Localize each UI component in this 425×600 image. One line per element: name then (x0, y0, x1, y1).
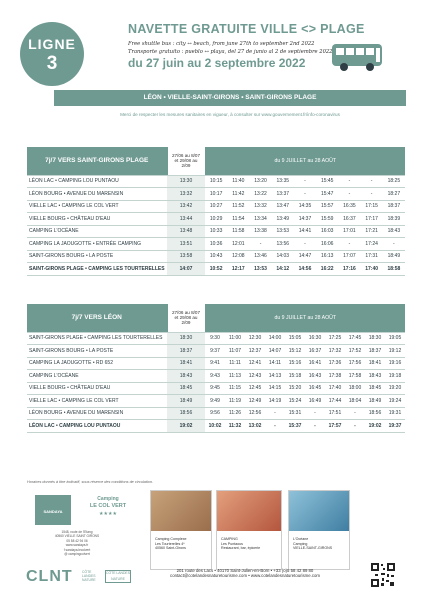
period-1-time: 13:30 (167, 175, 205, 188)
departure-time: 16:43 (305, 370, 325, 383)
departure-time: 18:27 (383, 188, 405, 201)
departure-time: 18:58 (383, 263, 405, 276)
departure-time: 12:01 (227, 238, 249, 251)
period-1-time: 18:30 (167, 332, 205, 345)
departure-time: 17:25 (325, 332, 345, 345)
table-row (27, 188, 405, 201)
table-row (27, 420, 405, 433)
departure-time: 17:40 (361, 263, 383, 276)
sanitary-notice: Merci de respecter les mesures sanitaires en vigueur, à consulter sur www.gouvernement.fr/info-coronavirus (120, 112, 340, 117)
departure-time: 12:37 (245, 345, 265, 358)
subtitle-english: Free shuttle bus : city ↔ beach, from june 27th to september 2nd 2022 (128, 41, 315, 47)
departure-time: - (265, 407, 285, 420)
departure-time: 12:49 (245, 395, 265, 408)
departure-time: 17:16 (338, 263, 360, 276)
departure-time: 13:02 (245, 420, 265, 433)
table-row (27, 250, 405, 263)
departure-time: 12:17 (227, 263, 249, 276)
departure-time: 17:07 (338, 250, 360, 263)
period-1-time: 19:02 (167, 420, 205, 433)
departure-time: - (249, 238, 271, 251)
period-2-header: du 9 JUILLET au 28 AOÛT (205, 304, 405, 332)
departure-time: 14:35 (294, 200, 316, 213)
departure-time: - (305, 407, 325, 420)
departure-time: 11:15 (225, 382, 245, 395)
departure-time: 16:45 (305, 382, 325, 395)
departure-time: 15:05 (285, 332, 305, 345)
departure-time: 12:56 (245, 407, 265, 420)
departure-time: - (338, 238, 360, 251)
period-1-time: 13:48 (167, 225, 205, 238)
partner-photo (151, 491, 211, 531)
cote-landes-nature-logo: CÔTE LANDES NATURE (105, 570, 131, 583)
period-1-time: 18:45 (167, 382, 205, 395)
period-1-header: 27/06 au 8/07 et 29/08 au 2/09 (167, 147, 205, 175)
departure-time: 9:45 (205, 382, 225, 395)
departure-time: 19:16 (385, 357, 405, 370)
departure-time: 13:32 (249, 200, 271, 213)
departure-time: 17:31 (361, 250, 383, 263)
stop-name: LÉON BOURG • AVENUE DU MARENSIN (27, 188, 167, 201)
departure-time: 11:32 (225, 420, 245, 433)
departure-time: 18:41 (365, 357, 385, 370)
departure-time: 14:47 (294, 250, 316, 263)
departure-time: 16:49 (305, 395, 325, 408)
departure-time: 11:40 (227, 175, 249, 188)
departure-time: 15:47 (316, 188, 338, 201)
departure-time: 13:53 (272, 225, 294, 238)
stop-name: VIELLE LAC • CAMPING LE COL VERT (27, 200, 167, 213)
period-1-time: 18:41 (167, 357, 205, 370)
footer-contact-line[interactable]: contact@cotelandesnaturetourisme.com • www.cotelandesnaturetourisme.com (170, 573, 320, 579)
departure-time: 15:31 (285, 407, 305, 420)
departure-time: 11:42 (227, 188, 249, 201)
departure-time: 11:58 (227, 225, 249, 238)
stop-name: CAMPING LA JAOUGOTTE • RD 652 (27, 357, 167, 370)
departure-time: 17:57 (325, 420, 345, 433)
departure-time: 13:34 (249, 213, 271, 226)
stop-name: SAINT-GIRONS BOURG • LA POSTE (27, 250, 167, 263)
departure-time: 11:52 (227, 200, 249, 213)
table-row (27, 175, 405, 188)
line-badge-word: LIGNE (28, 36, 76, 52)
departure-time: - (305, 420, 325, 433)
departure-time: 18:49 (365, 395, 385, 408)
departure-time: 10:33 (205, 225, 227, 238)
departure-time: 9:41 (205, 357, 225, 370)
footer-address (150, 568, 340, 579)
departure-time: 17:45 (345, 332, 365, 345)
departure-time: 14:00 (265, 332, 285, 345)
departure-time: 14:11 (265, 357, 285, 370)
table-row (27, 213, 405, 226)
stop-name: LÉON BOURG • AVENUE DU MARENSIN (27, 407, 167, 420)
timetable-direction: 7j/7 VERS LÉON (27, 304, 167, 332)
departure-time: 16:37 (338, 213, 360, 226)
departure-time: 15:18 (285, 370, 305, 383)
departure-time: 14:41 (294, 225, 316, 238)
clnt-logo: CLNT (26, 568, 73, 585)
stop-name: VIELLE BOURG • CHÂTEAU D'EAU (27, 382, 167, 395)
table-row (27, 238, 405, 251)
sandaya-logo: SANDAYA (35, 495, 71, 525)
stop-name: VIELLE BOURG • CHÂTEAU D'EAU (27, 213, 167, 226)
departure-time: 9:49 (205, 395, 225, 408)
departure-time: 13:53 (249, 263, 271, 276)
departure-time: 18:00 (345, 382, 365, 395)
departure-time: 16:13 (316, 250, 338, 263)
departure-time: 13:22 (249, 188, 271, 201)
departure-time: 18:45 (365, 382, 385, 395)
period-1-time: 18:37 (167, 345, 205, 358)
departure-time: 18:04 (345, 395, 365, 408)
table-row (27, 345, 405, 358)
departure-time: - (294, 238, 316, 251)
stop-name: SAINT-GIRONS PLAGE • CAMPING LES TOURTERELLES (27, 263, 167, 276)
departure-time: 12:08 (227, 250, 249, 263)
departure-time: 18:43 (365, 370, 385, 383)
period-1-time: 18:49 (167, 395, 205, 408)
departure-time: 19:05 (385, 332, 405, 345)
partner-photo (217, 491, 281, 531)
departure-time: 14:19 (265, 395, 285, 408)
departure-time: 18:43 (383, 225, 405, 238)
departure-time: 18:39 (383, 213, 405, 226)
departure-time: 13:20 (249, 175, 271, 188)
departure-time: 19:24 (385, 395, 405, 408)
sandaya-camping-label: Camping (97, 496, 119, 502)
line-badge (20, 22, 84, 86)
departure-time: - (361, 175, 383, 188)
departure-time: 10:27 (205, 200, 227, 213)
stop-name: CAMPING L'OCÉANE (27, 225, 167, 238)
departure-time: 15:57 (316, 200, 338, 213)
departure-time: 12:43 (245, 370, 265, 383)
departure-time: - (338, 188, 360, 201)
departure-time: 11:19 (225, 395, 245, 408)
stop-name: CAMPING LA JAOUGOTTE • ENTRÉE CAMPING (27, 238, 167, 251)
departure-time: - (294, 175, 316, 188)
period-1-time: 13:58 (167, 250, 205, 263)
departure-time: 19:02 (365, 420, 385, 433)
departure-time: - (294, 188, 316, 201)
departure-time: 15:12 (285, 345, 305, 358)
partner-card-puntaous[interactable] (216, 490, 282, 570)
departure-time: 13:46 (249, 250, 271, 263)
departure-time: - (265, 420, 285, 433)
departure-time: 17:01 (338, 225, 360, 238)
qr-code-icon[interactable] (370, 562, 396, 588)
departure-time: 9:37 (205, 345, 225, 358)
timetable-to-leon (27, 304, 405, 433)
stop-name: LÉON LAC • CAMPING LOU PUNTAOU (27, 420, 167, 433)
departure-time: 13:37 (272, 188, 294, 201)
departure-time: - (338, 175, 360, 188)
departure-time: 9:30 (205, 332, 225, 345)
departure-time: 15:24 (285, 395, 305, 408)
departure-time: 17:52 (345, 345, 365, 358)
departure-time: 14:03 (272, 250, 294, 263)
departure-time: 10:29 (205, 213, 227, 226)
departure-time: 10:02 (205, 420, 225, 433)
departure-time: - (383, 238, 405, 251)
departure-time: 11:00 (225, 332, 245, 345)
departure-time: 11:13 (225, 370, 245, 383)
departure-time: 10:52 (205, 263, 227, 276)
bus-icon (330, 40, 386, 74)
departure-time: 13:56 (272, 238, 294, 251)
departure-time: 18:56 (365, 407, 385, 420)
period-1-time: 18:56 (167, 407, 205, 420)
period-1-header: 27/06 au 8/07 et 29/08 au 2/09 (167, 304, 205, 332)
timetable-to-saint-girons (27, 147, 405, 276)
departure-time: 17:32 (325, 345, 345, 358)
footer-address-line: 201 route des Lacs • 40170 Saint-Julien-en-Born • +33 (0)5 58 42 89 80 (176, 568, 314, 573)
departure-time: 18:37 (383, 200, 405, 213)
departure-time: 17:40 (325, 382, 345, 395)
timetable-direction: 7j/7 VERS SAINT-GIRONS PLAGE (27, 147, 167, 175)
departure-time: 17:51 (325, 407, 345, 420)
departure-time: 9:56 (205, 407, 225, 420)
departure-time: 11:07 (225, 345, 245, 358)
departure-time: 14:56 (294, 263, 316, 276)
stop-name: SAINT-GIRONS PLAGE • CAMPING LES TOURTERELLES (27, 332, 167, 345)
departure-time: 13:38 (249, 225, 271, 238)
subtitle-spanish: Transporte gratuito : pueblo ↔ playa, del 27 de junio al 2 de septiembre 2022 (128, 49, 333, 55)
departure-time: 14:13 (265, 370, 285, 383)
departure-time: 16:41 (305, 357, 325, 370)
service-dates: du 27 juin au 2 septembre 2022 (128, 56, 306, 70)
departure-time: 10:36 (205, 238, 227, 251)
departure-time: 14:15 (265, 382, 285, 395)
table-row (27, 407, 405, 420)
sandaya-partner-block (25, 490, 145, 570)
page-title: NAVETTE GRATUITE VILLE <> PLAGE (128, 22, 365, 36)
period-1-time: 13:32 (167, 188, 205, 201)
timetable-note: Horaires donnés à titre indicatif, sous réserve des conditions de circulation. (27, 480, 153, 484)
table-row (27, 370, 405, 383)
departure-time: 16:03 (316, 225, 338, 238)
departure-time: 17:44 (325, 395, 345, 408)
departure-time: 19:12 (385, 345, 405, 358)
period-1-time: 14:07 (167, 263, 205, 276)
departure-time: 11:26 (225, 407, 245, 420)
departure-time: 12:45 (245, 382, 265, 395)
departure-time: 18:30 (365, 332, 385, 345)
departure-time: 16:30 (305, 332, 325, 345)
stop-name: LÉON LAC • CAMPING LOU PUNTAOU (27, 175, 167, 188)
route-banner: LÉON • VIELLE-SAINT-GIRONS • SAINT-GIRONS PLAGE (54, 90, 406, 106)
departure-time: 13:47 (272, 200, 294, 213)
departure-time: 16:22 (316, 263, 338, 276)
stop-name: VIELLE LAC • CAMPING LE COL VERT (27, 395, 167, 408)
table-row (27, 357, 405, 370)
departure-time: 17:24 (361, 238, 383, 251)
departure-time: 18:25 (383, 175, 405, 188)
table-row (27, 263, 405, 276)
departure-time: 17:58 (345, 370, 365, 383)
table-row (27, 382, 405, 395)
sandaya-stars: ★★★★ (99, 511, 117, 517)
sandaya-camping-name: LE COL VERT (89, 503, 127, 509)
departure-time: 19:20 (385, 382, 405, 395)
departure-time: 19:31 (385, 407, 405, 420)
departure-time: 10:15 (205, 175, 227, 188)
partner-card-text: L'Océane Camping VIELLE-SAINT-GIRONS (293, 537, 333, 551)
departure-time: 11:11 (225, 357, 245, 370)
table-row (27, 225, 405, 238)
departure-time: 12:41 (245, 357, 265, 370)
departure-time: 17:15 (361, 200, 383, 213)
departure-time: 14:07 (265, 345, 285, 358)
departure-time: 18:49 (383, 250, 405, 263)
departure-time: 15:37 (285, 420, 305, 433)
departure-time: 15:20 (285, 382, 305, 395)
departure-time: 9:43 (205, 370, 225, 383)
partner-card-text: Camping Complexe Les Tourterelles 4* 40560 Saint-Girons (155, 537, 187, 551)
partner-card-tourterelles[interactable] (150, 490, 212, 570)
period-1-time: 13:42 (167, 200, 205, 213)
stop-name: CAMPING L'OCÉANE (27, 370, 167, 383)
partner-card-text: CAMPING Les Puntaous Restaurant, bar, épicerie (221, 537, 261, 551)
departure-time: 16:35 (338, 200, 360, 213)
departure-time: 19:37 (385, 420, 405, 433)
clnt-logo-subtitle: CÔTE LANDES NATURE (82, 570, 96, 582)
departure-time: 10:43 (205, 250, 227, 263)
departure-time: 12:30 (245, 332, 265, 345)
sandaya-address: 1548, route de l'Etang 40560 VIELLE SAINT GIRONS 05 58 42 94 06 www.sandaya.fr f sandaya.lecolvert @ campingcolvert (54, 530, 100, 557)
departure-time: - (345, 420, 365, 433)
departure-time: 17:21 (361, 225, 383, 238)
period-1-time: 18:43 (167, 370, 205, 383)
departure-time: 17:38 (325, 370, 345, 383)
period-1-time: 13:44 (167, 213, 205, 226)
departure-time: 15:45 (316, 175, 338, 188)
departure-time: - (361, 188, 383, 201)
departure-time: 17:56 (345, 357, 365, 370)
partner-card-oceane[interactable] (288, 490, 350, 570)
line-badge-number: 3 (46, 53, 58, 74)
departure-time: - (345, 407, 365, 420)
departure-time: 15:59 (316, 213, 338, 226)
departure-time: 16:06 (316, 238, 338, 251)
partner-photo (289, 491, 349, 531)
departure-time: 16:37 (305, 345, 325, 358)
period-2-header: du 9 JUILLET au 28 AOÛT (205, 147, 405, 175)
departure-time: 14:37 (294, 213, 316, 226)
departure-time: 14:12 (272, 263, 294, 276)
table-row (27, 200, 405, 213)
table-row (27, 395, 405, 408)
departure-time: 13:49 (272, 213, 294, 226)
departure-time: 17:17 (361, 213, 383, 226)
departure-time: 10:17 (205, 188, 227, 201)
table-row (27, 332, 405, 345)
departure-time: 15:16 (285, 357, 305, 370)
departure-time: 18:37 (365, 345, 385, 358)
departure-time: 11:54 (227, 213, 249, 226)
stop-name: SAINT-GIRONS BOURG • LA POSTE (27, 345, 167, 358)
period-1-time: 13:51 (167, 238, 205, 251)
departure-time: 19:18 (385, 370, 405, 383)
departure-time: 13:35 (272, 175, 294, 188)
departure-time: 17:36 (325, 357, 345, 370)
